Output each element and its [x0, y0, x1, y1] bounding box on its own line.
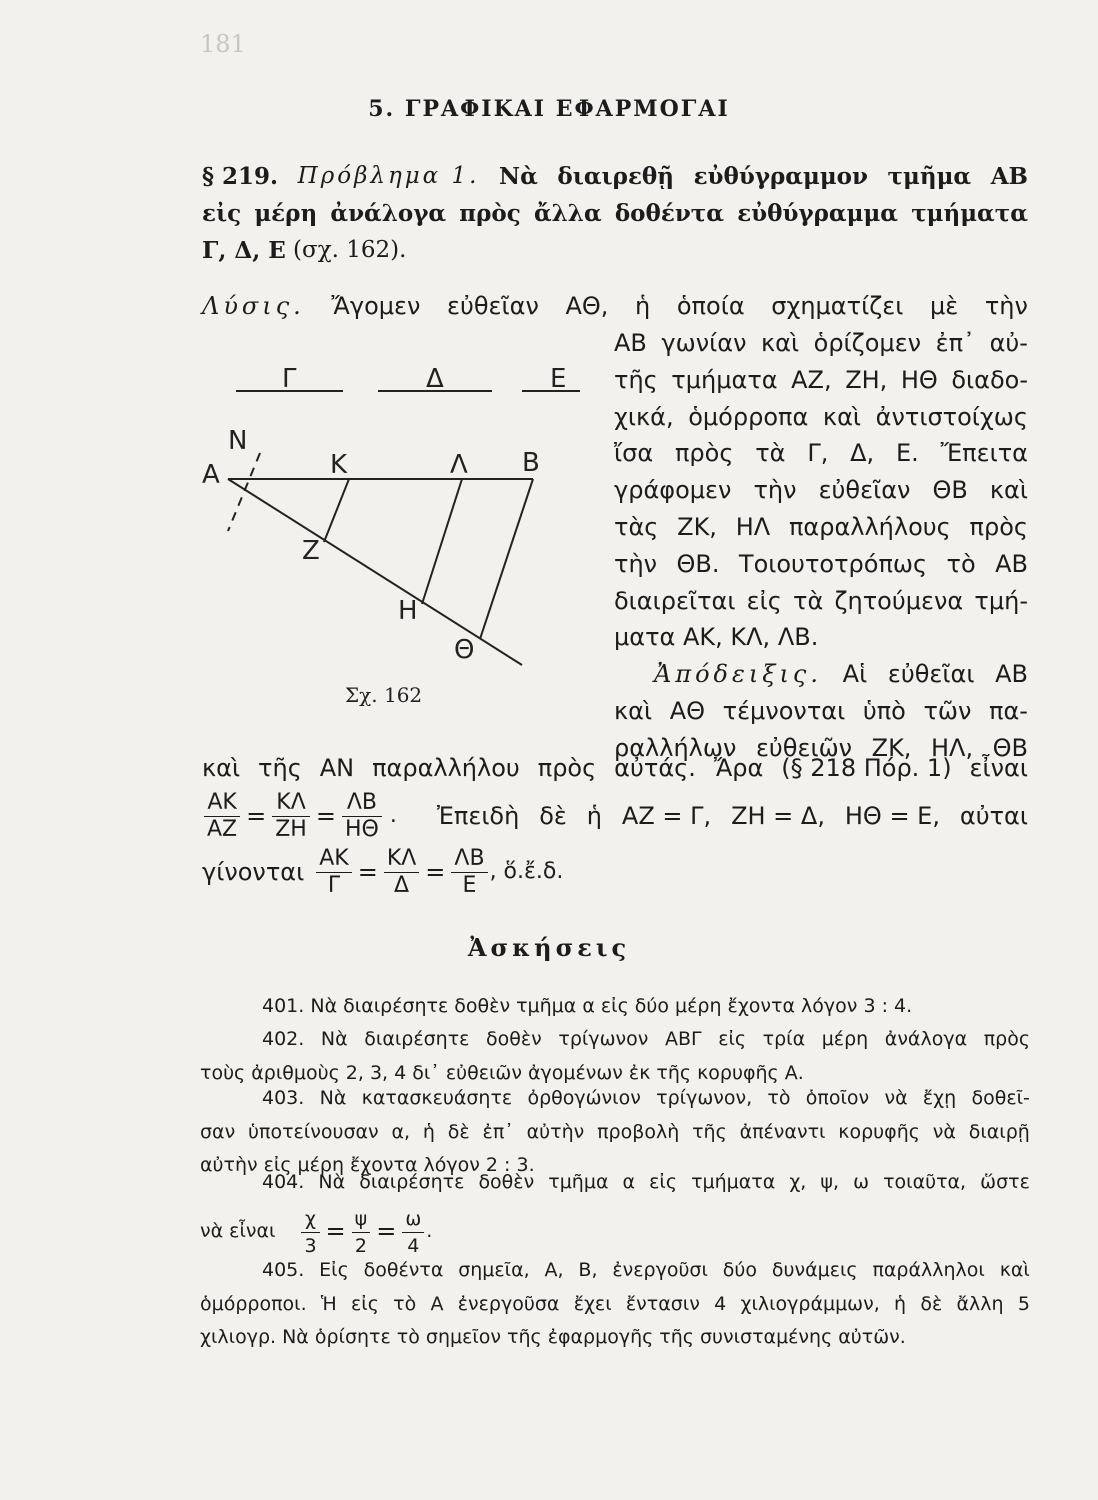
word: ΗΘ = Ε, — [844, 802, 940, 831]
word: τοιαῦτα, — [883, 1171, 967, 1193]
segment-A-theta — [228, 479, 522, 665]
solution-line — [614, 399, 1028, 436]
word: Ε. — [896, 439, 919, 468]
word: δοθεῖ- — [971, 1087, 1030, 1109]
problem-line-2 — [202, 195, 1028, 232]
fraction: $\frac{K\Lambda}{\Delta}$ — [384, 846, 419, 899]
word: α, — [391, 1120, 411, 1143]
word: Νὰ — [318, 1171, 346, 1193]
problem-word: διαιρεθῇ — [557, 163, 674, 190]
word: τὰ — [755, 439, 786, 468]
exercise-number: 403. — [262, 1087, 305, 1109]
solution-line — [614, 509, 1028, 546]
word: δὲ — [920, 1292, 943, 1315]
word: ὁποία — [676, 292, 745, 320]
word: ἔχει — [573, 1292, 612, 1315]
word: Εἰς — [319, 1259, 349, 1281]
problem-word: εὐθύγραμμα — [737, 200, 898, 227]
segment-HL — [422, 479, 462, 604]
word: εἰς — [718, 1028, 747, 1050]
word: ΖΚ, — [871, 733, 912, 762]
word: ΑΖ = Γ, — [621, 802, 712, 831]
word: ὀρθογώνιον — [527, 1087, 641, 1109]
problem-word: ἀνάλογα — [330, 200, 447, 227]
figure-reference: (σχ. 162). — [293, 237, 407, 263]
segment-ZK — [324, 479, 349, 542]
word: παραλλήλου — [372, 754, 520, 782]
word: καὶ — [761, 329, 800, 357]
word: διαιρῇ — [968, 1120, 1030, 1143]
proof-line — [614, 656, 1028, 693]
word: κατασκευάσητε — [361, 1087, 513, 1109]
word: ἔντασιν — [625, 1292, 700, 1315]
fraction: $\frac{K\Lambda}{ZH}$ — [272, 790, 310, 843]
word: πρὸς — [674, 439, 734, 468]
exercise-405 — [200, 1254, 1030, 1355]
word: τρίγωνον, — [656, 1087, 753, 1109]
solution-line — [614, 362, 1028, 399]
equals-sign: = — [246, 802, 267, 831]
word: α — [622, 1171, 636, 1193]
word: ἔχῃ — [922, 1087, 957, 1109]
word: ω — [853, 1171, 869, 1193]
word: κορυφῆς — [838, 1120, 920, 1143]
problem-statement — [202, 158, 1028, 269]
word: Ἄρα — [713, 754, 764, 782]
word: εἰς — [351, 1292, 379, 1315]
equals-sign: = — [315, 802, 336, 831]
word: ἐνεργοῦσι — [612, 1259, 708, 1281]
label-point-K: Κ — [330, 450, 348, 480]
label-point-Z: Ζ — [302, 536, 320, 566]
label-gamma: Γ — [282, 364, 297, 394]
word: καὶ — [822, 402, 862, 431]
word: ἡ — [635, 292, 651, 320]
word: καὶ — [989, 476, 1028, 505]
fraction: $\frac{AK}{AZ}$ — [204, 790, 240, 843]
page-number: 181 — [200, 30, 246, 58]
exercise-401 — [200, 990, 1030, 1024]
word: αὐτὴν — [526, 1120, 585, 1143]
word: ΑΒ — [614, 329, 647, 357]
word: ΖΚ, — [677, 512, 717, 541]
exercise-402 — [200, 1023, 1030, 1090]
word: εἰς — [649, 1171, 678, 1193]
proof-label: Ἀπόδειξις. — [654, 660, 822, 689]
segment-AN-dashed — [228, 453, 260, 531]
problem-word: ἄλλα — [533, 200, 602, 227]
solution-line — [614, 472, 1028, 509]
word: νὰ — [884, 1087, 908, 1109]
word: 5 — [1017, 1292, 1030, 1315]
equals-sign: = — [325, 1217, 346, 1246]
word: ΑΝ — [319, 754, 355, 782]
word: ΑΒ — [995, 660, 1028, 689]
word: γίνονται — [202, 858, 305, 887]
label-point-N: Ν — [228, 426, 248, 456]
word: Νὰ — [320, 1028, 348, 1050]
fraction: $\frac{\psi}{2}$ — [352, 1206, 371, 1259]
fraction: $\frac{\omega}{4}$ — [402, 1206, 424, 1259]
problem-number: § 219. — [202, 163, 279, 190]
word: ὁμόρροποι. — [200, 1292, 307, 1315]
word: ραλλήλων — [614, 733, 737, 762]
solution-line — [614, 325, 1028, 362]
section-heading: 5. ΓΡΑΦΙΚΑΙ ΕΦΑΡΜΟΓΑΙ — [368, 96, 730, 122]
word: εὐθεῖαν — [447, 292, 539, 320]
word: δύο — [722, 1259, 758, 1281]
word: παραλλήλους — [788, 512, 951, 541]
label-point-A: Α — [202, 460, 220, 490]
problem-word: τμῆμα — [887, 163, 972, 190]
word: Ἡ — [320, 1292, 337, 1315]
label-point-theta: Θ — [454, 635, 475, 665]
word: ὑπὸ — [862, 696, 906, 725]
word: ἡ — [586, 802, 603, 831]
word: διαιρέσητε — [364, 1028, 470, 1050]
equals-sign: = — [425, 858, 446, 887]
word: σημεῖα, — [458, 1259, 530, 1281]
problem-line-1 — [202, 158, 1028, 195]
word: ἐπ᾽ — [482, 1120, 514, 1143]
word: διαιρέσητε — [359, 1171, 465, 1193]
word: αὐται — [959, 802, 1028, 831]
word: ΗΛ, — [930, 733, 974, 762]
word: τὴν — [984, 292, 1028, 320]
equals-sign: = — [357, 858, 378, 887]
word: δὲ — [539, 802, 567, 831]
word: Ἔπειτα — [940, 439, 1028, 468]
problem-word: πρὸς — [459, 200, 521, 227]
word: ἴσα — [614, 439, 654, 468]
word: τῆς — [258, 754, 302, 782]
figure-caption: Σχ. 162 — [345, 683, 423, 707]
word: πρὸς — [537, 754, 597, 782]
proof-line — [614, 693, 1028, 730]
word: Α — [430, 1292, 444, 1315]
fraction: $\frac{\Lambda B}{H\Theta}$ — [342, 790, 382, 843]
word: (§ 218 Πόρ. 1) — [781, 754, 952, 782]
word: αὐτάς. — [614, 754, 696, 782]
proof-line-full — [202, 750, 1028, 787]
word: τῆς — [614, 365, 658, 394]
word: νὰ εἶναι — [200, 1220, 276, 1243]
word: καὶ — [202, 754, 241, 782]
word: Αἱ — [842, 660, 868, 689]
fraction: $\frac{\Lambda B}{E}$ — [451, 846, 487, 899]
word: τμῆμα — [548, 1171, 609, 1193]
word: ΑΘ — [669, 696, 706, 725]
problem-line-3 — [202, 232, 1028, 269]
word: τμή- — [974, 586, 1028, 615]
word: ψ, — [820, 1171, 839, 1193]
word: εὐθειῶν — [755, 733, 853, 762]
word: διαδο- — [951, 365, 1028, 394]
word: ΗΘ — [900, 365, 938, 394]
problem-word: ΑΒ — [990, 163, 1028, 190]
label-point-H: Η — [398, 596, 418, 626]
word: ὁποῖον — [805, 1087, 870, 1109]
word: χικά, — [614, 402, 674, 431]
problem-word: Νὰ — [499, 163, 538, 190]
fraction: $\frac{\chi}{3}$ — [301, 1206, 319, 1259]
word: ὑποτείνουσαν — [248, 1120, 379, 1143]
word: παράλληλοι — [872, 1259, 985, 1281]
word: τὸ — [767, 1087, 791, 1109]
exercise-number: 404. — [262, 1171, 305, 1193]
word: ΑΒΓ — [664, 1028, 702, 1050]
word: τὰ — [793, 586, 824, 615]
word: πα- — [989, 696, 1028, 725]
word: τμήματα — [691, 1171, 776, 1193]
solution-line — [614, 583, 1028, 620]
word: δοθὲν — [486, 1028, 542, 1050]
word: τῆς — [692, 1120, 727, 1143]
word: . — [426, 1220, 433, 1243]
label-delta: Δ — [426, 364, 444, 394]
word: καὶ — [999, 1259, 1030, 1281]
exercise-text: Νὰ διαιρέσητε δοθὲν τμῆμα α εἰς δύο μέρη ἔχοντα λόγον 3 : 4. — [310, 995, 913, 1017]
word: σαν — [200, 1120, 236, 1143]
word: ὥστε — [980, 1171, 1030, 1193]
word: Β, — [578, 1259, 598, 1281]
label-point-L: Λ — [450, 450, 468, 480]
solution-result: ματα ΑΚ, ΚΛ, ΛΒ. — [614, 623, 819, 652]
word: τὸ — [393, 1292, 417, 1315]
exercise-number: 402. — [262, 1028, 305, 1050]
word: Τοιουτοτρόπως — [738, 549, 928, 578]
qed: , ὅ.ἔ.δ. — [489, 859, 564, 885]
word: τέμνονται — [722, 696, 846, 725]
word: τὴν — [753, 476, 797, 505]
word: ζητούμενα — [834, 586, 964, 615]
word: εὐθεῖαι — [887, 660, 975, 689]
problem-segments: Γ, Δ, Ε — [202, 237, 286, 264]
word: πρὸς — [969, 512, 1028, 541]
problem-word: εἰς — [202, 200, 242, 227]
problem-word: μέρη — [254, 200, 318, 227]
word: ἐνεργοῦσα — [457, 1292, 560, 1315]
word: ΖΗ, — [845, 365, 888, 394]
word: ἀντιστοίχως — [875, 402, 1028, 431]
word: πρὸς — [983, 1028, 1030, 1050]
word: χ, — [789, 1171, 807, 1193]
exercises-heading: Ἀσκήσεις — [467, 933, 631, 962]
problem-word: εὐθύγραμμον — [693, 163, 868, 190]
word: Γ, — [807, 439, 829, 468]
exercise-number: 405. — [262, 1259, 305, 1281]
word: τὰς — [614, 512, 659, 541]
proof-equation-2 — [202, 846, 1028, 899]
label-point-B: Β — [522, 448, 540, 478]
figure-162 — [200, 355, 580, 715]
word: ἄλλη — [956, 1292, 1004, 1315]
word: εὐθεῖαν — [818, 476, 911, 505]
word: προβολὴ — [597, 1120, 680, 1143]
word: ΘΒ — [992, 733, 1028, 762]
word: δυνάμεις — [771, 1259, 858, 1281]
word: γράφομεν — [614, 476, 732, 505]
solution-line — [614, 546, 1028, 583]
word: ἀνάλογα — [884, 1028, 968, 1050]
word: τὸ — [946, 549, 976, 578]
word: Ἄγομεν — [331, 292, 421, 320]
exercise-text: χιλιογρ. Νὰ ὁρίσητε τὸ σημεῖον τῆς ἐφαρμογῆς τῆς συνισταμένης αὐτῶν. — [200, 1326, 906, 1349]
word: τρία — [762, 1028, 806, 1050]
word: μὲ — [929, 292, 959, 320]
solution-column — [614, 325, 1028, 767]
equals-sign: = — [376, 1217, 397, 1246]
solution-label: Λύσις. — [202, 292, 305, 320]
word: νὰ — [932, 1120, 956, 1143]
exercise-text: αὐτὴν εἰς μέρη ἔχοντα λόγον 2 : 3. — [200, 1154, 535, 1177]
word: γωνίαν — [661, 329, 747, 357]
word: ὁρίζομεν — [813, 329, 922, 357]
word: Α, — [544, 1259, 564, 1281]
word: μέρη — [821, 1028, 869, 1050]
word: εἶναι — [969, 754, 1028, 782]
problem-word: δοθέντα — [614, 200, 724, 227]
exercise-number: 401. — [262, 995, 305, 1017]
word: εἰς — [746, 586, 782, 615]
word: ΘΒ. — [676, 549, 720, 578]
word: καὶ — [614, 696, 653, 725]
problem-word: τμήματα — [911, 200, 1028, 227]
proof-equation-1: $\frac{AK}{AZ}$ = $\frac{K\Lambda}{ZH}$ = $\frac{\Lambda B}{H\Theta}$ . Ἐπειδὴ δὲ ἡ ΑΖ = Γ, ΖΗ = Δ, ΗΘ = Ε, αὐται — [202, 790, 1028, 843]
word: ΑΘ, — [565, 292, 609, 320]
solution-line — [614, 619, 1028, 656]
solution-line — [614, 435, 1028, 472]
word: ἡ — [422, 1120, 435, 1143]
segment-theta-B — [480, 479, 533, 639]
word: τῶν — [923, 696, 972, 725]
word: ἀπέναντι — [739, 1120, 826, 1143]
word: Ἐπειδὴ — [436, 802, 520, 831]
word: δὲ — [447, 1120, 470, 1143]
word: ἡ — [894, 1292, 907, 1315]
exercise-404 — [200, 1166, 1030, 1259]
label-epsilon: Ε — [550, 364, 567, 394]
word: Νὰ — [319, 1087, 347, 1109]
word: δοθὲν — [478, 1171, 535, 1193]
word: ΘΒ — [932, 476, 968, 505]
word: Δ, — [850, 439, 875, 468]
word: ὁμόρροπα — [688, 402, 809, 431]
fraction: $\frac{AK}{\Gamma}$ — [316, 846, 351, 899]
word: διαιρεῖται — [614, 586, 736, 615]
exercise-text: τοὺς ἀριθμοὺς 2, 3, 4 δι᾽ εὐθειῶν ἀγομένων ἐκ τῆς κορυφῆς Α. — [200, 1061, 804, 1084]
word: ΑΖ, — [791, 365, 832, 394]
word: σχηματίζει — [771, 292, 904, 320]
word: ΖΗ = Δ, — [731, 802, 825, 831]
word: δοθέντα — [363, 1259, 444, 1281]
word: χιλιογράμμων, — [740, 1292, 880, 1315]
solution-line-1 — [202, 288, 1028, 325]
word: τὴν — [614, 549, 658, 578]
word: 4 — [714, 1292, 727, 1315]
word: τρίγωνον — [558, 1028, 649, 1050]
word: ΗΛ — [735, 512, 771, 541]
word: αὐ- — [989, 329, 1028, 357]
problem-title-word: Πρόβλημα 1. — [297, 163, 480, 189]
word: ΑΒ — [995, 549, 1028, 578]
word: τμήματα — [671, 365, 778, 394]
word: ἐπ᾽ — [935, 329, 976, 357]
